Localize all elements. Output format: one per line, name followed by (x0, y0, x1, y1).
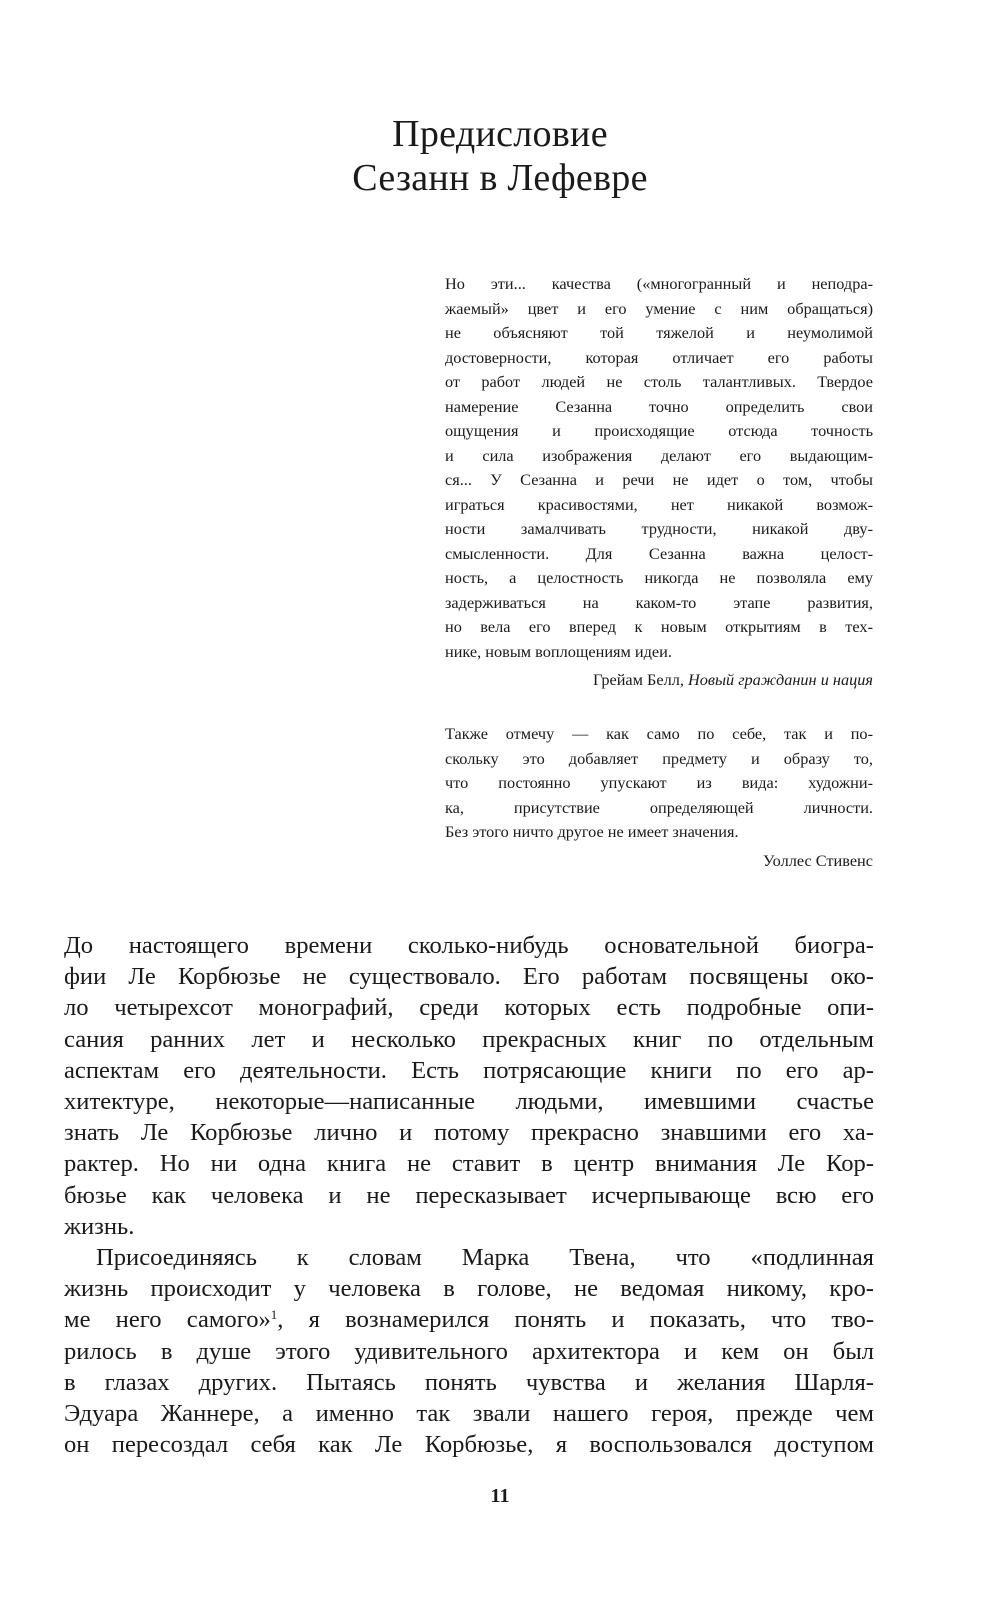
epigraph-line: ности замалчивать трудности, никакой дву- (445, 519, 873, 538)
paragraph-line: Эдуара Жаннере, а именно так звали нашего героя, прежде чем (64, 1400, 874, 1428)
chapter-title-line-2: Сезанн в Лефевре (352, 157, 648, 199)
epigraph-author: Грейам Белл, (592, 670, 684, 689)
paragraph-line: фии Ле Корбюзье не существовало. Его работам посвящены око- (64, 963, 874, 991)
paragraph-line (64, 1304, 874, 1335)
epigraph-line: достоверности, которая отличает его работы (445, 347, 873, 367)
page-number: 11 (490, 1485, 510, 1507)
paragraph-line: ло четырехсот монографий, среди которых есть подробные опи- (64, 994, 874, 1022)
paragraph-line: в глазах других. Пытаясь понять чувства и желания Шарля- (64, 1368, 874, 1396)
paragraph-line: жизнь происходит у человека в голове, не ведомая никому, кро- (64, 1275, 874, 1303)
text-fragment: , я вознамерился понять и показать, что тво- (277, 1306, 875, 1334)
paragraph-line: До настоящего времени сколько-нибудь основательной биогра- (64, 932, 874, 959)
epigraph-line: Без этого ничто другое не имеет значения. (445, 822, 739, 841)
body-text (64, 930, 874, 1460)
epigraph-line: но вела его вперед к новым открытиям в тех- (445, 617, 873, 636)
chapter-title (0, 112, 1000, 200)
epigraph-line: ка, присутствие определяющей личности. (445, 797, 873, 817)
epigraph-line: Также отмечу — как само по себе, так и по- (445, 724, 873, 743)
epigraph-stevens (445, 722, 873, 873)
epigraph-line: от работ людей не столь талантливых. Твердое (445, 372, 873, 391)
epigraph-work-title: Новый гражданин и нация (687, 670, 873, 689)
epigraph-line: ся... У Сезанна и речи не идет о том, чтобы (445, 470, 873, 489)
paragraph-line: рилось в душе этого удивительного архитектора и кем он был (64, 1337, 874, 1365)
epigraph-bell (445, 272, 873, 693)
epigraph-line: жаемый» цвет и его умение с ним обращаться) (445, 298, 873, 318)
paragraph-line: бюзье как человека и не пересказывает исчерпывающе всю его (64, 1181, 874, 1209)
paragraph-line: Присоединяясь к словам Марка Твена, что «подлинная (96, 1244, 874, 1272)
epigraph-line: скольку это добавляет предмету и образу то, (445, 748, 873, 768)
epigraph-line: намерение Сезанна точно определить свои (445, 396, 873, 416)
text-fragment: ме него самого» (64, 1306, 271, 1334)
paragraph-line: он пересоздал себя как Ле Корбюзье, я воспользовался доступом (64, 1431, 874, 1459)
paragraph-line: хитектуре, некоторые—написанные людьми, имевшими счастье (64, 1088, 874, 1116)
epigraph-line: Но эти... качества («многогранный и неподра- (445, 274, 873, 293)
epigraph-line: задерживаться на каком-то этапе развития, (445, 592, 873, 612)
epigraph-line: что постоянно упускают из вида: художни- (445, 773, 873, 792)
epigraph-line: не объясняют той тяжелой и неумолимой (445, 323, 873, 342)
epigraph-line: смысленности. Для Сезанна важна целост- (445, 543, 873, 563)
epigraph-line: ность, а целостность никогда не позволяла ему (445, 568, 873, 587)
paragraph-line: жизнь. (64, 1212, 135, 1240)
epigraph-line: нике, новым воплощениям идеи. (445, 641, 672, 661)
epigraph-attribution (445, 668, 873, 693)
paragraph-line: сания ранних лет и несколько прекрасных книг по отдельным (64, 1025, 874, 1053)
paragraph-line: знать Ле Корбюзье лично и потому прекрасно знавшими его ха- (64, 1119, 874, 1147)
paragraph-line: рактер. Но ни одна книга не ставит в центр внимания Ле Кор- (64, 1150, 874, 1178)
epigraph-line: и сила изображения делают его выдающим- (445, 445, 873, 465)
epigraph-attribution (445, 849, 873, 874)
epigraph-line: играться красивостями, нет никакой возмож- (445, 494, 873, 514)
epigraph-author: Уоллес Стивенс (762, 850, 873, 870)
paragraph-line: аспектам его деятельности. Есть потрясающие книги по его ар- (64, 1056, 874, 1084)
chapter-title-line-1: Предисловие (392, 113, 608, 155)
epigraph-line: ощущения и происходящие отсюда точность (445, 421, 873, 440)
footnote-marker[interactable]: 1 (270, 1307, 278, 1323)
